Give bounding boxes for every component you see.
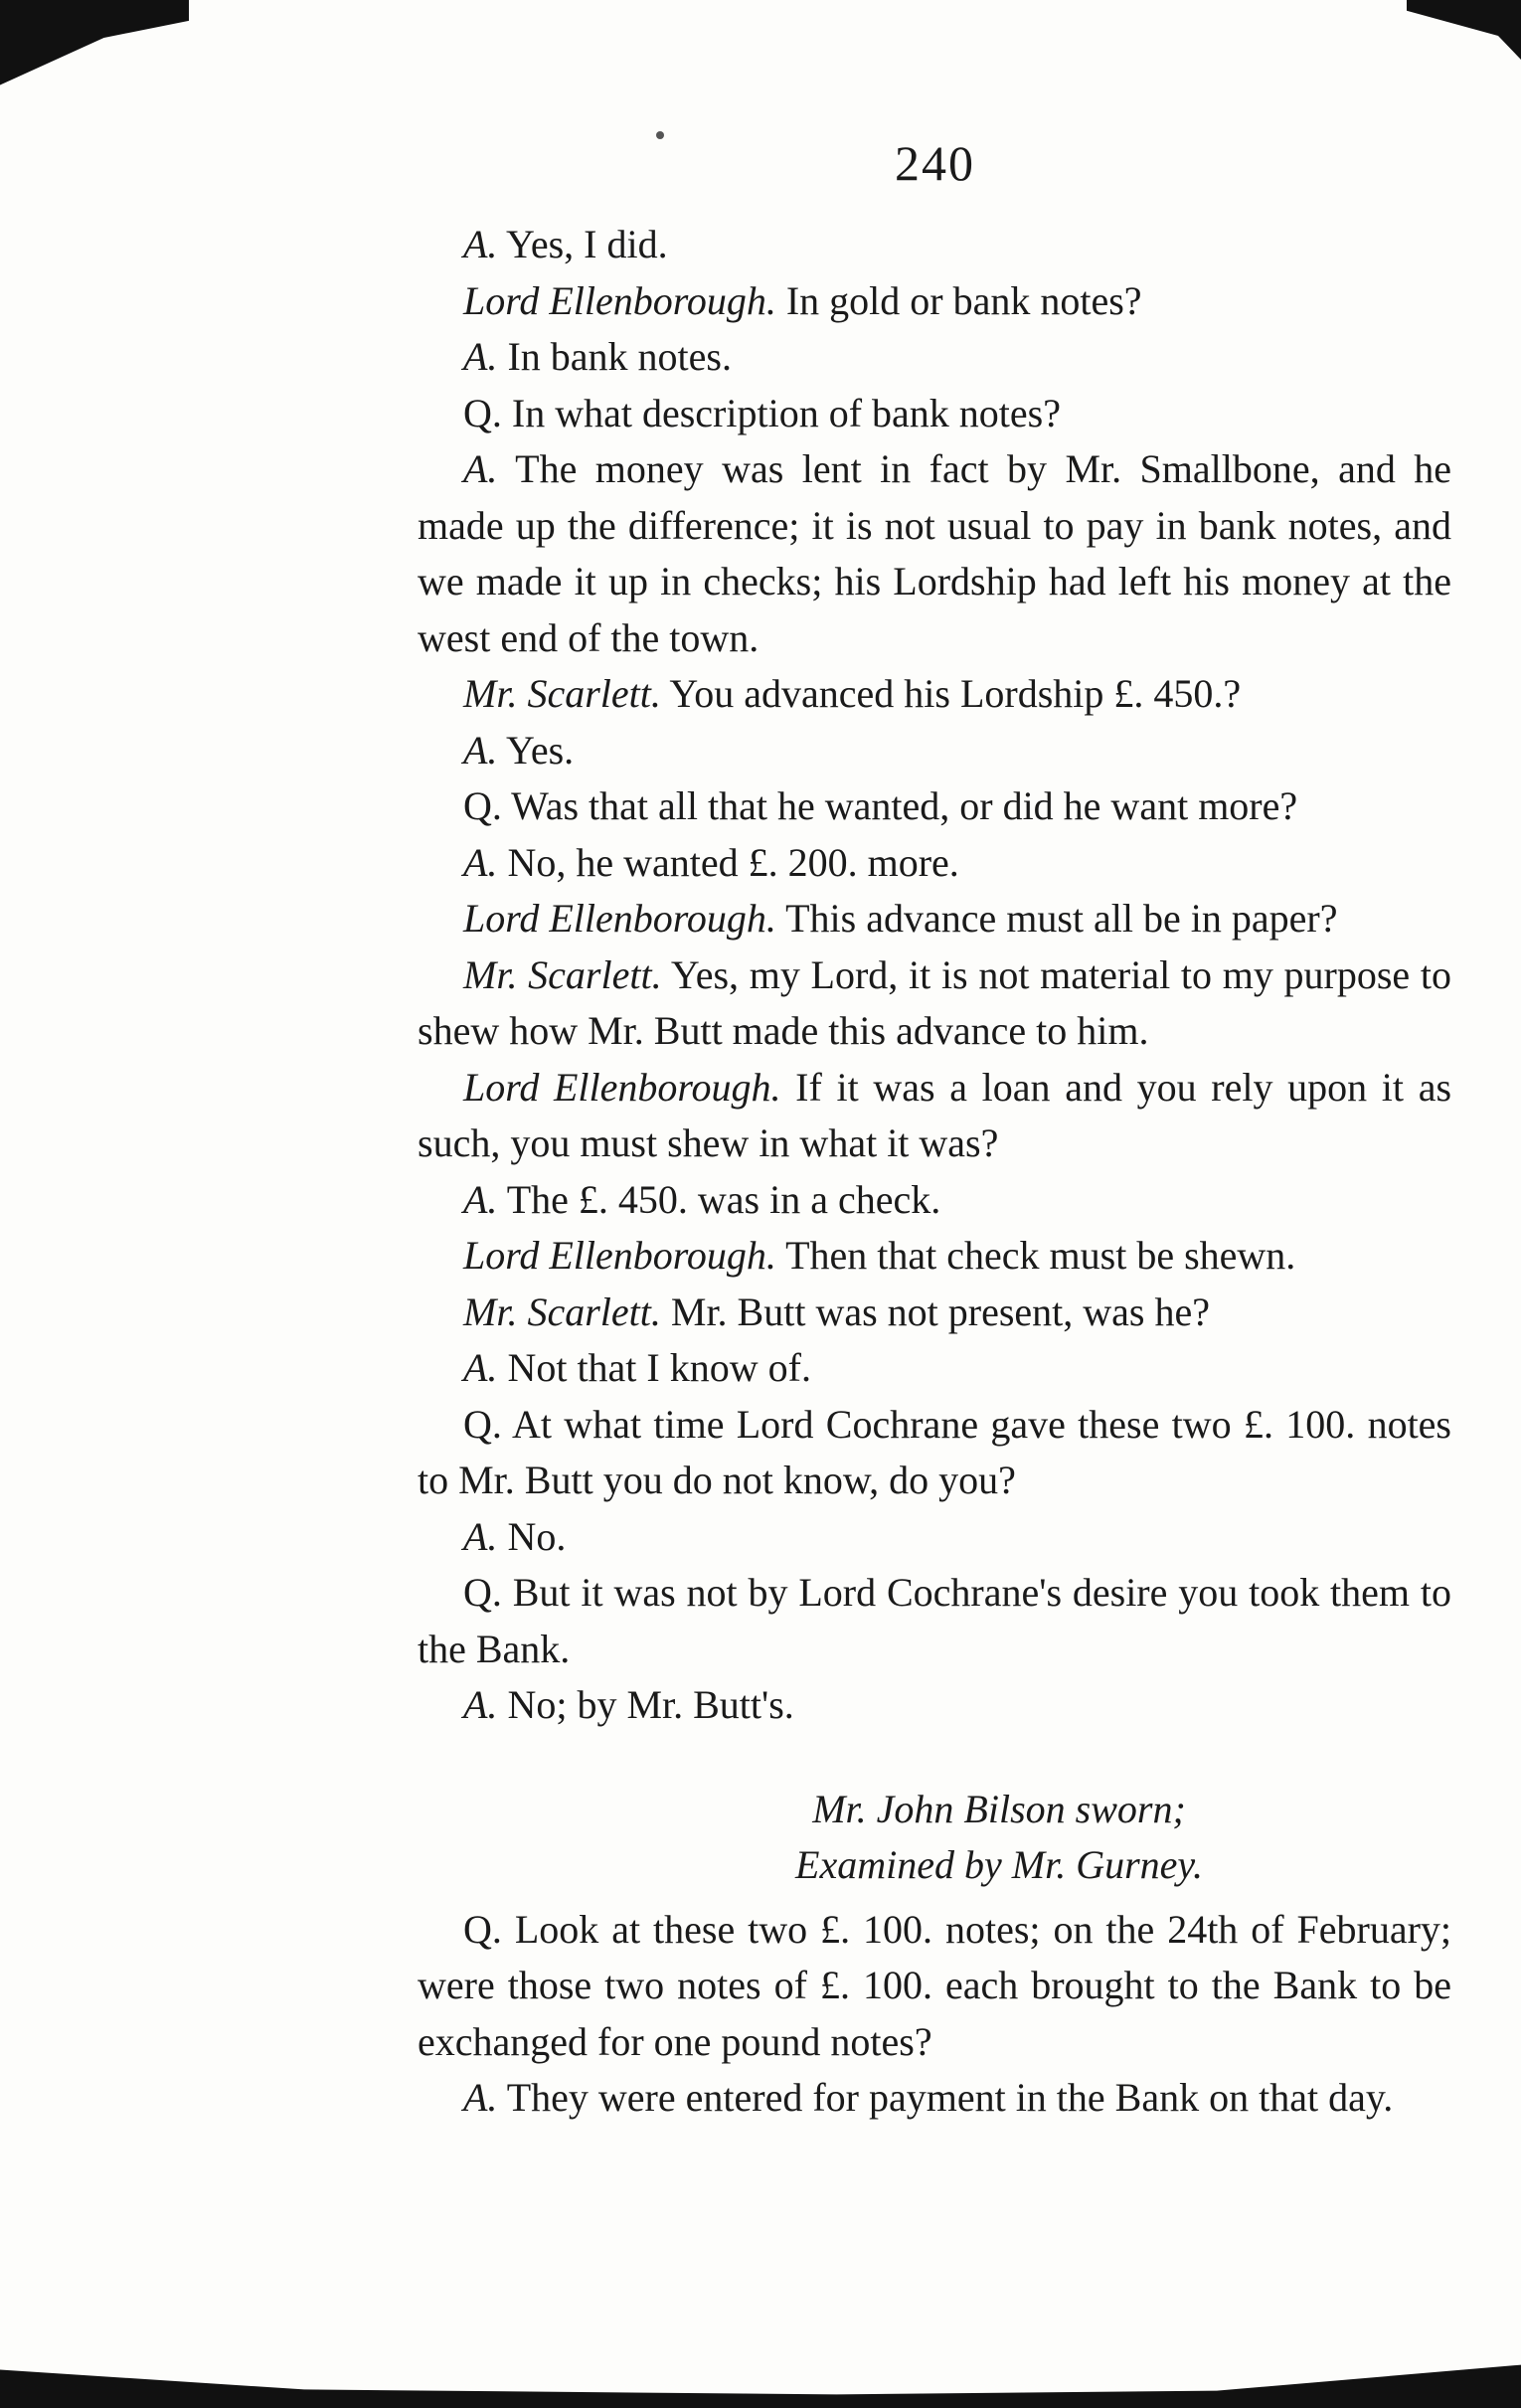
dialogue-line <box>418 947 1451 1060</box>
dialogue-text: But it was not by Lord Cochrane's desire you took them to the Bank. <box>418 1570 1452 1671</box>
speaker-label: A. <box>463 1176 498 1222</box>
speaker-label: A. <box>463 1513 498 1559</box>
dialogue-line <box>418 723 1451 779</box>
dialogue-text: They were entered for payment in the Bank on that day. <box>506 2075 1394 2120</box>
dialogue-text: The £. 450. was in a check. <box>506 1176 941 1222</box>
speaker-label: A. <box>463 2075 498 2120</box>
dialogue-line <box>418 1060 1451 1172</box>
speaker-label: Mr. Scarlett. <box>463 1289 661 1334</box>
scan-edge-shadow <box>1407 0 1521 60</box>
dialogue-text: Was that all that he wanted, or did he want more? <box>511 783 1298 828</box>
dialogue-text: If it was a loan and you rely upon it as such, you must shew in what it was? <box>418 1064 1452 1165</box>
dialogue-line <box>418 1340 1451 1397</box>
dialogue-text: In gold or bank notes? <box>785 277 1142 323</box>
dialogue-line <box>418 273 1451 330</box>
dialogue-line <box>418 441 1451 666</box>
page-number: 240 <box>895 135 975 191</box>
dialogue-text: Look at these two £. 100. notes; on the 24th of February; were those two notes of £. 100. each brought to the Bank to be exchanged for one pound notes? <box>418 1906 1452 2064</box>
speaker-label: Lord Ellenborough. <box>463 1233 776 1278</box>
dialogue-text: At what time Lord Cochrane gave these two £. 100. notes to Mr. Butt you do not know, do you? <box>418 1401 1452 1502</box>
speaker-label: A. <box>463 839 498 885</box>
speaker-label: A. <box>463 1345 498 1390</box>
dialogue-line <box>418 666 1451 723</box>
dialogue-text: No. <box>507 1513 567 1559</box>
dialogue-line <box>418 1677 1451 1734</box>
dialogue-text: In bank notes. <box>507 334 732 379</box>
dialogue-line <box>418 329 1451 386</box>
witness-heading-examined: Examined by Mr. Gurney. <box>795 1842 1203 1887</box>
speaker-label: A. <box>463 334 498 379</box>
dialogue-text: No; by Mr. Butt's. <box>507 1682 794 1727</box>
speaker-label: A. <box>463 1682 498 1727</box>
witness-heading-sworn: Mr. John Bilson sworn; <box>812 1786 1186 1831</box>
dialogue-line <box>418 778 1451 835</box>
speaker-label: Lord Ellenborough. <box>463 277 776 323</box>
dialogue-line <box>418 1902 1451 2071</box>
speaker-label: Mr. Scarlett. <box>463 671 661 716</box>
dialogue-text: Not that I know of. <box>507 1345 811 1390</box>
dialogue-line <box>418 891 1451 947</box>
speaker-label: Lord Ellenborough. <box>463 1064 781 1110</box>
speaker-label: Q. <box>463 783 502 828</box>
dialogue-line <box>418 1285 1451 1341</box>
speaker-label: A. <box>463 222 498 266</box>
speaker-label: Q. <box>463 1570 502 1615</box>
speaker-label: Q. <box>463 1906 502 1952</box>
dialogue-line <box>418 1565 1451 1677</box>
dialogue-line <box>418 217 1451 273</box>
speaker-label: Q. <box>463 1401 502 1447</box>
page-body <box>418 217 1451 2127</box>
speaker-label: A. <box>463 727 498 773</box>
ink-speck <box>656 131 664 139</box>
scan-edge-shadow <box>0 0 189 94</box>
dialogue-text: Yes. <box>505 727 575 773</box>
speaker-label: Q. <box>463 390 502 435</box>
dialogue-text: In what description of bank notes? <box>511 390 1061 435</box>
dialogue-text: You advanced his Lordship £. 450.? <box>669 671 1242 716</box>
scan-edge-shadow <box>0 2346 1521 2408</box>
speaker-label: Lord Ellenborough. <box>463 896 776 941</box>
dialogue-text: No, he wanted £. 200. more. <box>507 839 959 885</box>
dialogue-text: This advance must all be in paper? <box>785 896 1338 941</box>
dialogue-text: The money was lent in fact by Mr. Smallbone, and he made up the difference; it is not usual to pay in bank notes, and we made it up in checks; his Lordship had left his money at the west end of the town. <box>418 446 1452 660</box>
speaker-label: Mr. Scarlett. <box>463 951 662 997</box>
dialogue-line <box>418 1509 1451 1566</box>
speaker-label: A. <box>463 446 498 491</box>
dialogue-line <box>418 386 1451 442</box>
dialogue-line <box>418 1172 1451 1229</box>
dialogue-text: Yes, I did. <box>505 222 668 266</box>
dialogue-text: Then that check must be shewn. <box>785 1233 1296 1278</box>
dialogue-line <box>418 1228 1451 1285</box>
dialogue-line <box>418 1397 1451 1509</box>
dialogue-text: Mr. Butt was not present, was he? <box>670 1289 1211 1334</box>
dialogue-line <box>418 835 1451 892</box>
dialogue-text: Yes, my Lord, it is not material to my purpose to shew how Mr. Butt made this advance to him. <box>418 951 1452 1053</box>
dialogue-line <box>418 2070 1451 2127</box>
